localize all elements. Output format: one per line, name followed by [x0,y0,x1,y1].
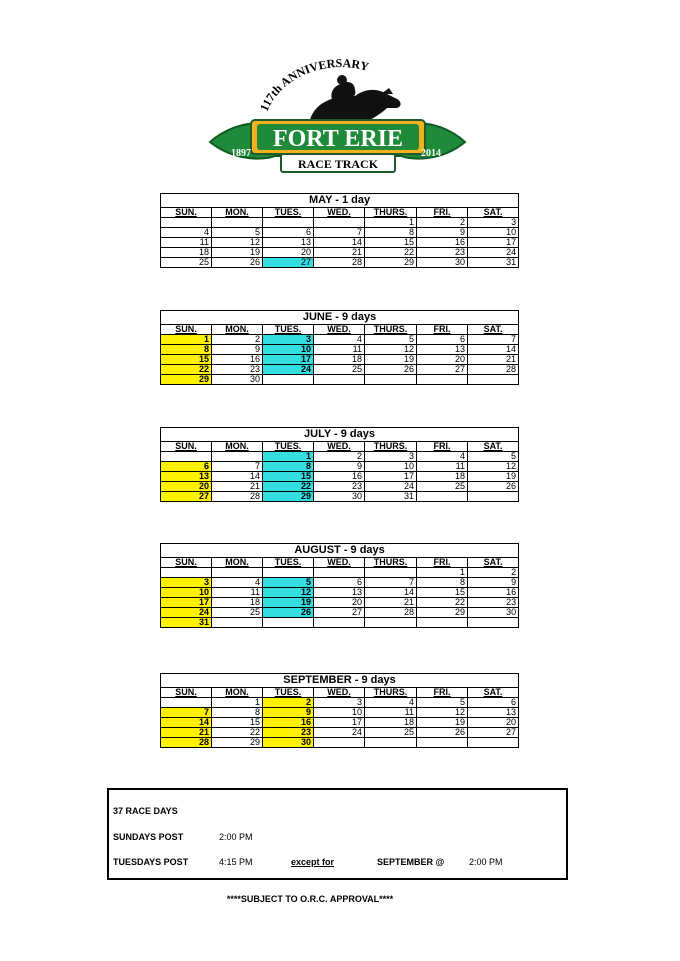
calendar-day-cell: 8 [365,228,417,238]
calendar-day-cell: 5 [417,698,468,708]
calendar-day-cell: 19 [212,248,263,258]
calendar-day-cell: 23 [468,598,519,608]
weekday-header: FRI. [417,325,468,335]
calendar-week-row [161,228,519,238]
weekday-header: SUN. [161,325,212,335]
calendar-day-cell: 27 [161,492,212,502]
calendar-day-cell: 10 [161,588,212,598]
calendar-week-row [161,698,519,708]
calendar-day-cell: 16 [314,472,365,482]
calendar-day-cell: 24 [161,608,212,618]
weekday-header: WED. [314,688,365,698]
calendar-day-cell: 23 [212,365,263,375]
calendar-day-cell: 26 [263,608,314,618]
calendar-day-cell: 28 [365,608,417,618]
calendar-day-cell: 21 [468,355,519,365]
calendar-day-cell: 27 [468,728,519,738]
month-title: AUGUST - 9 days [161,544,519,558]
calendar-day-cell: 29 [417,608,468,618]
weekday-header: SAT. [468,208,519,218]
calendar-day-cell: 24 [314,728,365,738]
calendar-day-cell: 31 [365,492,417,502]
calendar-day-cell: 25 [417,482,468,492]
calendar-day-cell: 20 [263,248,314,258]
calendar-day-cell: 18 [365,718,417,728]
calendar-july [160,427,519,502]
calendar-day-cell: 4 [161,228,212,238]
calendar-day-cell: 27 [263,258,314,268]
calendar-day-cell: 28 [161,738,212,748]
weekday-header: TUES. [263,442,314,452]
month-title: JULY - 9 days [161,428,519,442]
calendar-day-cell: 9 [212,345,263,355]
calendar-week-row [161,568,519,578]
calendar-day-cell [365,738,417,748]
calendar-day-cell [161,568,212,578]
calendar-day-cell: 2 [212,335,263,345]
weekday-header: SAT. [468,688,519,698]
weekday-header: SUN. [161,208,212,218]
calendar-week-row [161,608,519,618]
calendar-day-cell: 6 [468,698,519,708]
calendar-day-cell: 20 [417,355,468,365]
calendar-day-cell: 16 [212,355,263,365]
calendar-day-cell [314,375,365,385]
calendar-day-cell: 15 [263,472,314,482]
calendar-day-cell: 26 [365,365,417,375]
fort-erie-logo [205,50,470,180]
calendar-day-cell [314,618,365,628]
calendar-day-cell [468,492,519,502]
calendar-day-cell: 24 [468,248,519,258]
calendar-day-cell: 4 [417,452,468,462]
tuesdays-post-time: 4:15 PM [219,857,253,867]
calendar-day-cell: 7 [468,335,519,345]
calendar-day-cell: 7 [365,578,417,588]
logo-name: FORT ERIE [272,126,404,152]
calendar-week-row [161,345,519,355]
calendar-day-cell: 5 [468,452,519,462]
calendar-day-cell [365,568,417,578]
calendar-day-cell: 13 [263,238,314,248]
calendar-week-row [161,588,519,598]
calendar-day-cell: 10 [263,345,314,355]
weekday-header: FRI. [417,558,468,568]
calendar-day-cell: 1 [263,452,314,462]
calendar-week-row [161,452,519,462]
weekday-header: THURS. [365,558,417,568]
calendar-day-cell: 13 [314,588,365,598]
calendar-day-cell: 22 [365,248,417,258]
calendar-day-cell: 21 [365,598,417,608]
calendar-day-cell: 18 [314,355,365,365]
race-days-count: 37 RACE DAYS [113,806,178,816]
calendar-day-cell: 24 [365,482,417,492]
calendar-day-cell: 25 [365,728,417,738]
calendar-day-cell: 17 [365,472,417,482]
calendar-day-cell: 11 [417,462,468,472]
calendar-day-cell: 29 [212,738,263,748]
calendar-day-cell: 27 [417,365,468,375]
calendar-week-row [161,708,519,718]
approval-notice: ****SUBJECT TO O.R.C. APPROVAL**** [226,894,394,904]
weekday-header: WED. [314,558,365,568]
calendar-day-cell [468,618,519,628]
calendar-day-cell: 3 [263,335,314,345]
calendar-june [160,310,519,385]
calendar-week-row [161,258,519,268]
calendar-day-cell: 28 [314,258,365,268]
calendar-day-cell: 9 [263,708,314,718]
calendar-day-cell: 11 [161,238,212,248]
calendar-day-cell: 17 [161,598,212,608]
calendar-day-cell: 4 [314,335,365,345]
calendar-day-cell: 10 [314,708,365,718]
calendar-day-cell: 18 [161,248,212,258]
calendar-day-cell [212,618,263,628]
calendar-day-cell: 5 [263,578,314,588]
calendar-day-cell: 31 [161,618,212,628]
calendar-day-cell: 15 [212,718,263,728]
calendar-day-cell: 4 [212,578,263,588]
calendar-day-cell: 12 [263,588,314,598]
post-time-info-box [107,788,568,880]
calendar-day-cell [468,738,519,748]
calendar-week-row [161,462,519,472]
calendar-day-cell: 20 [161,482,212,492]
calendar-day-cell: 12 [417,708,468,718]
calendar-day-cell: 26 [468,482,519,492]
calendar-day-cell: 7 [161,708,212,718]
calendar-day-cell: 6 [417,335,468,345]
weekday-header: FRI. [417,208,468,218]
sundays-post-time: 2:00 PM [219,832,253,842]
calendar-day-cell: 16 [468,588,519,598]
calendar-day-cell: 23 [314,482,365,492]
calendar-day-cell [417,738,468,748]
calendar-week-row [161,365,519,375]
weekday-header: THURS. [365,688,417,698]
calendar-week-row [161,482,519,492]
calendar-day-cell: 11 [365,708,417,718]
calendar-week-row [161,598,519,608]
calendar-august [160,543,519,628]
calendar-day-cell: 22 [161,365,212,375]
calendar-september [160,673,519,748]
calendar-day-cell: 10 [365,462,417,472]
calendar-day-cell: 2 [314,452,365,462]
calendar-day-cell: 23 [417,248,468,258]
calendar-day-cell: 16 [417,238,468,248]
calendar-day-cell: 16 [263,718,314,728]
calendar-day-cell [417,375,468,385]
weekday-header: WED. [314,325,365,335]
weekday-header: MON. [212,208,263,218]
weekday-header: THURS. [365,442,417,452]
calendar-day-cell: 14 [365,588,417,598]
calendar-week-row [161,248,519,258]
calendar-day-cell: 2 [468,568,519,578]
weekday-header: SUN. [161,558,212,568]
calendar-day-cell [161,218,212,228]
calendar-day-cell: 29 [161,375,212,385]
calendar-day-cell: 3 [161,578,212,588]
calendar-day-cell: 6 [263,228,314,238]
calendar-day-cell: 14 [161,718,212,728]
calendar-day-cell: 3 [365,452,417,462]
weekday-header: TUES. [263,325,314,335]
calendar-day-cell: 26 [212,258,263,268]
calendar-day-cell [161,452,212,462]
calendar-day-cell: 11 [212,588,263,598]
weekday-header: THURS. [365,325,417,335]
calendar-day-cell: 30 [212,375,263,385]
calendar-day-cell: 27 [314,608,365,618]
calendar-day-cell: 28 [468,365,519,375]
calendar-day-cell: 13 [161,472,212,482]
calendar-day-cell: 4 [365,698,417,708]
tuesdays-post-label: TUESDAYS POST [113,857,189,867]
calendar-day-cell: 13 [468,708,519,718]
calendar-day-cell [314,738,365,748]
calendar-day-cell [263,375,314,385]
calendar-day-cell: 9 [468,578,519,588]
weekday-header: MON. [212,558,263,568]
calendar-day-cell: 6 [161,462,212,472]
calendar-day-cell [365,618,417,628]
calendar-day-cell: 24 [263,365,314,375]
calendar-day-cell: 19 [263,598,314,608]
calendar-day-cell: 11 [314,345,365,355]
month-title: MAY - 1 day [161,194,519,208]
calendar-day-cell: 20 [468,718,519,728]
calendar-day-cell: 8 [161,345,212,355]
calendar-day-cell: 3 [314,698,365,708]
calendar-day-cell [263,218,314,228]
horse-icon [310,75,401,122]
calendar-week-row [161,335,519,345]
calendar-day-cell: 21 [161,728,212,738]
calendar-day-cell: 9 [314,462,365,472]
weekday-header: MON. [212,442,263,452]
calendar-day-cell: 21 [314,248,365,258]
calendar-day-cell: 25 [161,258,212,268]
logo-subtitle: RACE TRACK [297,157,379,171]
sundays-post-label: SUNDAYS POST [113,832,184,842]
calendar-day-cell: 18 [417,472,468,482]
weekday-header: WED. [314,442,365,452]
calendar-day-cell: 29 [263,492,314,502]
calendar-day-cell: 13 [417,345,468,355]
calendar-week-row [161,718,519,728]
weekday-header: FRI. [417,442,468,452]
weekday-header: TUES. [263,688,314,698]
calendar-day-cell: 30 [314,492,365,502]
calendar-day-cell: 30 [468,608,519,618]
calendar-day-cell: 5 [365,335,417,345]
calendar-week-row [161,738,519,748]
weekday-header: SAT. [468,442,519,452]
calendar-week-row [161,238,519,248]
calendar-day-cell: 31 [468,258,519,268]
calendar-day-cell: 9 [417,228,468,238]
calendar-day-cell [161,698,212,708]
calendar-day-cell: 28 [212,492,263,502]
calendar-day-cell: 15 [161,355,212,365]
weekday-header: SUN. [161,442,212,452]
calendar-day-cell: 20 [314,598,365,608]
calendar-day-cell: 3 [468,218,519,228]
calendar-day-cell: 8 [417,578,468,588]
except-for-label: except for [291,857,335,867]
calendar-day-cell: 19 [365,355,417,365]
weekday-header: WED. [314,208,365,218]
weekday-header: SAT. [468,325,519,335]
calendar-day-cell [212,568,263,578]
calendar-week-row [161,355,519,365]
weekday-header: FRI. [417,688,468,698]
calendar-day-cell: 15 [417,588,468,598]
september-label: SEPTEMBER @ [377,857,445,867]
calendar-day-cell: 25 [212,608,263,618]
calendar-day-cell: 2 [417,218,468,228]
logo-year-right: 2014 [421,148,441,159]
calendar-day-cell: 15 [365,238,417,248]
calendar-day-cell: 25 [314,365,365,375]
calendar-day-cell: 1 [212,698,263,708]
calendar-day-cell: 21 [212,482,263,492]
calendar-day-cell: 29 [365,258,417,268]
weekday-header: TUES. [263,558,314,568]
month-title: JUNE - 9 days [161,311,519,325]
calendar-day-cell: 30 [417,258,468,268]
calendar-day-cell: 8 [263,462,314,472]
weekday-header: MON. [212,688,263,698]
calendar-day-cell: 5 [212,228,263,238]
calendar-day-cell [417,618,468,628]
month-title: SEPTEMBER - 9 days [161,674,519,688]
calendar-day-cell: 1 [365,218,417,228]
calendar-day-cell: 14 [212,472,263,482]
calendar-day-cell: 22 [417,598,468,608]
logo-anniversary: 117th ANNIVERSARY [256,55,371,114]
calendar-may [160,193,519,268]
calendar-day-cell: 17 [468,238,519,248]
september-post-time: 2:00 PM [469,857,503,867]
calendar-day-cell: 22 [212,728,263,738]
calendar-day-cell: 7 [314,228,365,238]
calendar-day-cell [468,375,519,385]
calendar-day-cell: 10 [468,228,519,238]
calendar-day-cell: 19 [468,472,519,482]
calendar-week-row [161,375,519,385]
calendar-day-cell: 17 [263,355,314,365]
calendar-day-cell: 12 [212,238,263,248]
calendar-day-cell [314,568,365,578]
calendar-day-cell: 17 [314,718,365,728]
calendar-day-cell [263,568,314,578]
calendar-day-cell [417,492,468,502]
calendar-day-cell: 12 [365,345,417,355]
calendar-week-row [161,218,519,228]
calendar-day-cell: 23 [263,728,314,738]
calendar-day-cell: 18 [212,598,263,608]
calendar-week-row [161,728,519,738]
calendar-day-cell: 7 [212,462,263,472]
weekday-header: MON. [212,325,263,335]
calendar-day-cell [212,452,263,462]
calendar-week-row [161,578,519,588]
calendar-week-row [161,472,519,482]
weekday-header: TUES. [263,208,314,218]
weekday-header: THURS. [365,208,417,218]
weekday-header: SAT. [468,558,519,568]
calendar-day-cell [365,375,417,385]
calendar-day-cell: 1 [417,568,468,578]
logo-year-left: 1897 [231,148,251,159]
calendar-day-cell [212,218,263,228]
calendar-day-cell: 6 [314,578,365,588]
calendar-day-cell: 14 [314,238,365,248]
calendar-day-cell: 26 [417,728,468,738]
calendar-day-cell: 14 [468,345,519,355]
calendar-day-cell: 8 [212,708,263,718]
calendar-day-cell [314,218,365,228]
calendar-day-cell: 12 [468,462,519,472]
calendar-day-cell: 2 [263,698,314,708]
calendar-day-cell [263,618,314,628]
calendar-week-row [161,618,519,628]
calendar-day-cell: 30 [263,738,314,748]
weekday-header: SUN. [161,688,212,698]
calendar-week-row [161,492,519,502]
calendar-day-cell: 1 [161,335,212,345]
calendar-day-cell: 22 [263,482,314,492]
calendar-day-cell: 19 [417,718,468,728]
